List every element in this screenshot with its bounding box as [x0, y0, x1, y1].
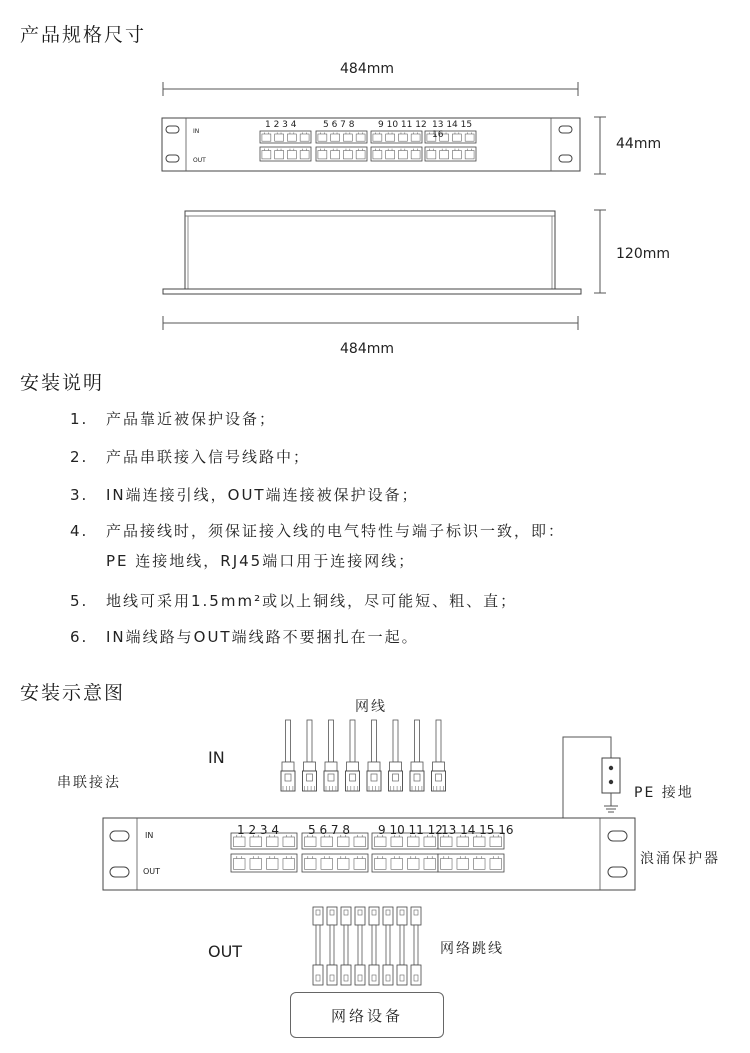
diagram-out-label: OUT [208, 942, 243, 961]
patch-cable-3 [341, 907, 351, 985]
out-port-group-1 [231, 854, 297, 872]
port-group-1: 1 2 3 4 [237, 823, 279, 837]
out-port-group-4 [438, 854, 504, 872]
patch-cable-2 [327, 907, 337, 985]
diagram-in-label: IN [208, 748, 225, 767]
in-cable-4 [346, 720, 360, 791]
spec-section-title: 产品规格尺寸 [20, 24, 147, 46]
patch-cable-4 [355, 907, 365, 985]
port-group-4: 13 14 15 16 [441, 823, 514, 837]
diagram-section-title: 安装示意图 [20, 682, 126, 704]
patch-cable-5 [369, 907, 379, 985]
instruction-4-continued: PE 连接地线，RJ45端口用于连接网线； [106, 552, 416, 570]
small-out-port-group-2 [316, 147, 367, 161]
patch-cable-6 [383, 907, 393, 985]
instruction-6: 6. IN端线路与OUT端线路不要捆扎在一起。 [70, 628, 419, 646]
patch-cable-8 [411, 907, 421, 985]
depth-dimension-line [590, 205, 610, 300]
bottom-width-dimension-label: 484mm [340, 341, 394, 357]
small-port-group-2: 5 6 7 8 [323, 120, 355, 130]
width-dimension-label: 484mm [340, 61, 394, 77]
instruction-1: 1. 产品靠近被保护设备； [70, 410, 277, 428]
panel-in-label: IN [145, 831, 154, 840]
patch-cables [310, 905, 430, 990]
cable-label: 网线 [355, 699, 387, 715]
install-section-title: 安装说明 [20, 372, 105, 394]
out-port-group-2 [302, 854, 368, 872]
bottom-width-dimension-line [150, 312, 590, 334]
instruction-5: 5. 地线可采用1.5mm²或以上铜线，尽可能短、粗、直； [70, 592, 518, 610]
pe-ground-wiring [555, 728, 635, 823]
out-port-group-3 [372, 854, 438, 872]
in-network-cables [280, 718, 460, 800]
small-out-label: OUT [193, 157, 206, 164]
small-in-port-group-2 [316, 131, 367, 143]
height-dimension-line [590, 112, 610, 182]
instruction-3: 3. IN端连接引线，OUT端连接被保护设备； [70, 486, 419, 504]
height-dimension-label: 44mm [616, 136, 662, 152]
in-cable-5 [367, 720, 381, 791]
network-equipment-box: 网络设备 [290, 992, 444, 1038]
depth-dimension-label: 120mm [616, 246, 670, 262]
in-cable-7 [410, 720, 424, 791]
port-group-2: 5 6 7 8 [308, 823, 350, 837]
pe-ground-label: PE 接地 [634, 785, 694, 801]
small-in-label: IN [193, 128, 200, 135]
top-view-drawing [158, 208, 588, 300]
small-port-group-4: 13 14 15 16 [432, 120, 473, 140]
patch-cable-1 [313, 907, 323, 985]
in-cable-1 [281, 720, 295, 791]
small-out-port-group-1 [260, 147, 311, 161]
series-connection-label: 串联接法 [57, 775, 121, 791]
small-in-port-group-1 [260, 131, 311, 143]
panel-out-label: OUT [143, 867, 161, 876]
port-group-3: 9 10 11 12 [378, 823, 443, 837]
instruction-4: 4. 产品接线时，须保证接入线的电气特性与端子标识一致，即： [70, 522, 566, 540]
small-port-group-3: 9 10 11 12 [378, 120, 427, 130]
surge-protector-label: 浪涌保护器 [640, 851, 720, 867]
surge-protector-panel [100, 815, 640, 893]
in-cable-6 [389, 720, 403, 791]
in-cable-8 [432, 720, 446, 791]
front-panel-drawing [160, 115, 585, 175]
patch-cable-label: 网络跳线 [440, 941, 504, 957]
small-port-group-1: 1 2 3 4 [265, 120, 297, 130]
instruction-2: 2. 产品串联接入信号线路中； [70, 448, 311, 466]
in-cable-2 [303, 720, 317, 791]
patch-cable-7 [397, 907, 407, 985]
in-cable-3 [324, 720, 338, 791]
small-out-port-group-3 [371, 147, 422, 161]
width-dimension-line [150, 78, 590, 100]
small-in-port-group-3 [371, 131, 422, 143]
small-out-port-group-4 [425, 147, 476, 161]
